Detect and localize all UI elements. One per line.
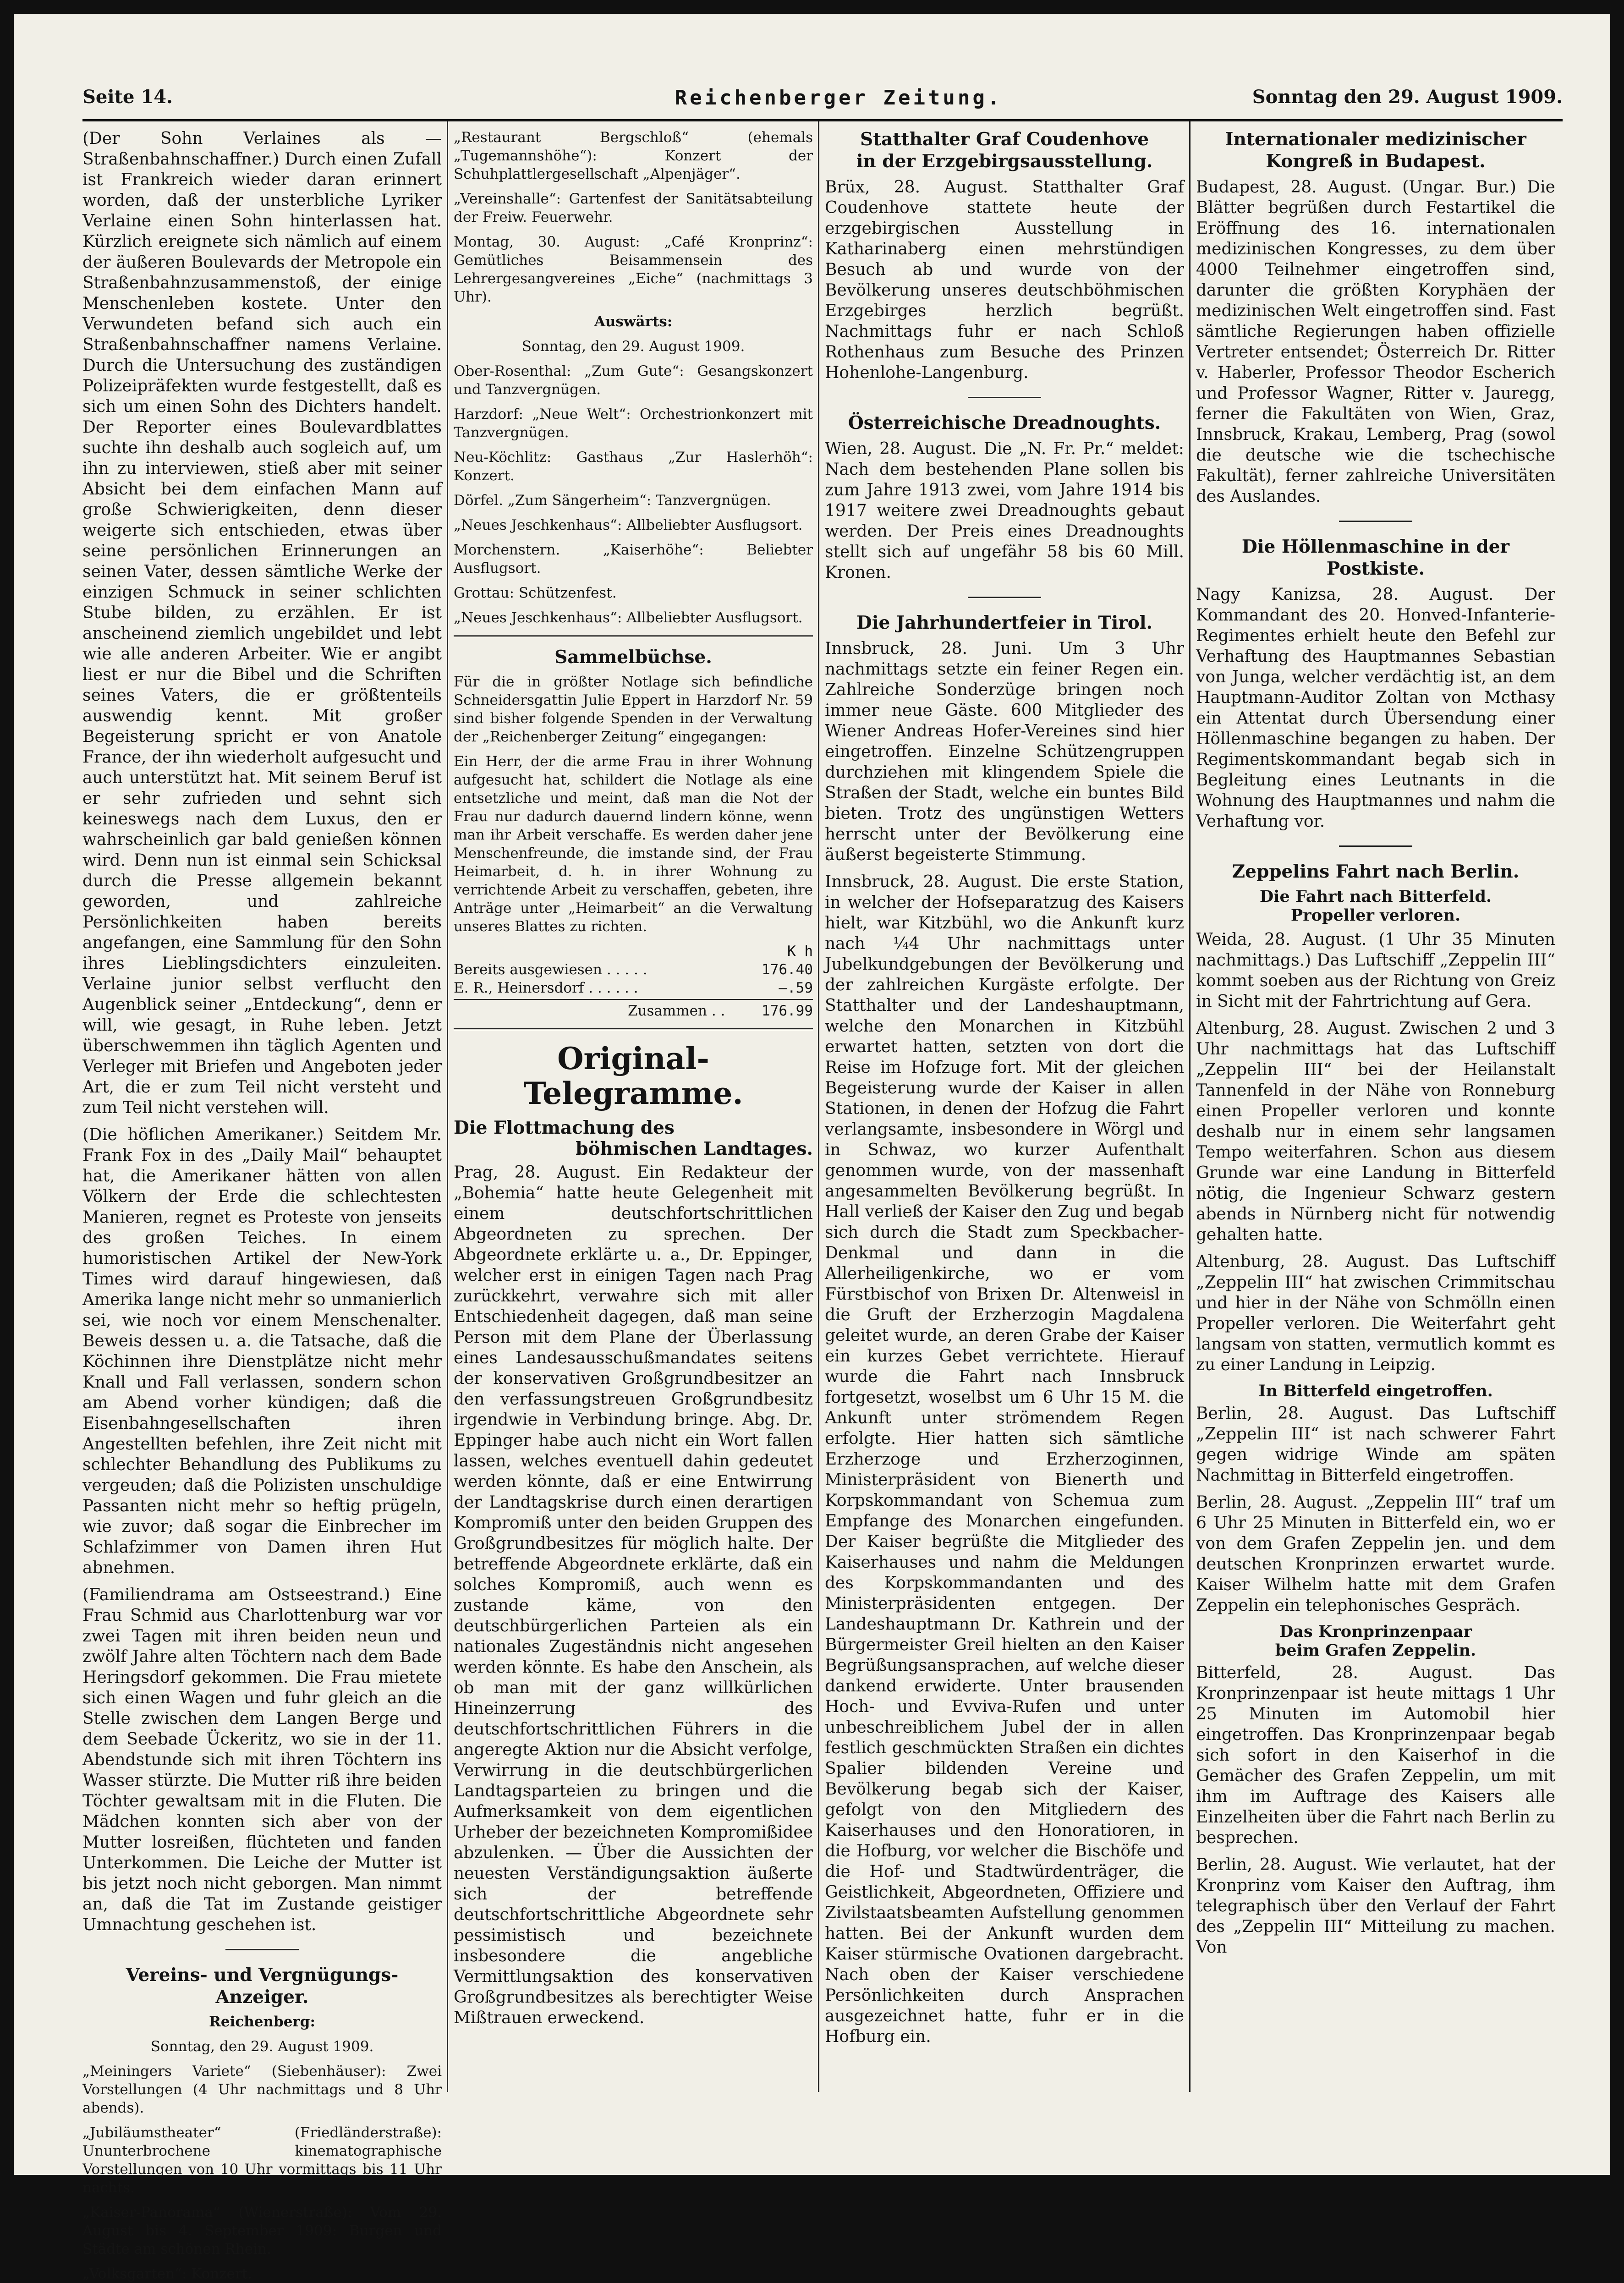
article-subtitle: beim Grafen Zeppelin. bbox=[1275, 1641, 1476, 1660]
section-title-sammelbuechse: Sammelbüchse. bbox=[554, 647, 712, 668]
ledger-value: 176.40 bbox=[762, 961, 813, 978]
vereins-city: Reichenberg: bbox=[209, 2014, 315, 2030]
article-kongress: Budapest, 28. August. (Ungar. Bur.) Die Blätter begrüßen durch Festartikel die Eröffnung des 16. internationalen medizinischen Kongresses, zu dem über 4000 Teilnehmer eingetroffen sind, darunter die größten Koryphäen der medizinischen Welt eingetroffen sind. Fast sämtliche Regierungen haben offizielle Vertreter entsendet; Österreich Dr. Ritter v. Haberler, Professor Theodor Escherich und Professor Wagner, Ritter v. Jauregg, ferner die Fakultäten von Wien, Graz, Innsbruck, Krakau, Lemberg, Prag (sowol die deutsche wie die tschechische Fakultät), ferner zahlreiche Universitäten des Auslandes. bbox=[1196, 178, 1555, 506]
section-rule bbox=[225, 1949, 299, 1950]
page-header bbox=[82, 78, 1563, 124]
article-subtitle: Die Fahrt nach Bitterfeld. bbox=[1259, 887, 1492, 906]
article-title: Kongreß in Budapest. bbox=[1266, 151, 1486, 172]
section-rule bbox=[454, 1028, 813, 1030]
auswaerts-date: Sonntag, den 29. August 1909. bbox=[521, 338, 745, 355]
article-kronprinz-berlin: Berlin, 28. August. Wie verlautet, hat der Kronprinz vom Kaiser den Auftrag, ihm telegraphisch über den Verlauf der Fahrt des „Zeppelin III“ Mitteilung zu machen. Von bbox=[1196, 1855, 1555, 1957]
article-title: in der Erzgebirgsausstellung. bbox=[856, 151, 1153, 172]
article-zeppelin-altenburg: Altenburg, 28. August. Zwischen 2 und 3 Uhr nachmittags hat das Luftschiff „Zeppelin III“ bei der Heilanstalt Tannenfeld in der Nähe von Ronneburg einen Propeller verloren und konnte deshalb nur in einem sehr langsamen Tempo weiterfahren. Schon aus diesem Grunde war eine Landung in Bitterfeld nötig, die Ingenieur Schwarz gestern abends in Nürnberg nicht für notwendig gehalten hatte. bbox=[1196, 1019, 1555, 1244]
article-verlaine: (Der Sohn Verlaines als — Straßenbahnschaffner.) Durch einen Zufall ist Frankreich wieder daran erinnert worden, daß der unsterbliche Lyriker Verlaine einen Sohn hinterlassen hat. Kürzlich ereignete sich nämlich auf einem der äußeren Boulevards der Metropole ein Straßenbahnzusammenstoß, der einige Menschenleben kostete. Unter den Verwundeten befand sich auch ein Straßenbahnschaffner namens Verlaine. Durch die Untersuchung des zuständigen Polizeipräfekten wurde festgestellt, daß es sich um einen Sohn des Dichters handelt. Der Reporter eines Boulevardblattes suchte ihn deshalb auch sogleich auf, um ihn zu interviewen, stieß aber mit seiner Absicht bei dem einfachen Mann auf große Schwierigkeiten, denn dieser weigerte sich entschieden, etwas über seine persönlichen Erinnerungen an seinen Vater, dessen sämtliche Werke der einzigen Schmuck in seiner schlichten Stube bilden, zu erzählen. Er ist anscheinend ziemlich ungebildet und lebt wie alle anderen Arbeiter. Wie er angibt liest er nur die Bibel und die Schriften seines Vaters, die er größtenteils auswendig kennt. Mit großer Begeisterung spricht er von Anatole France, der ihn wiederholt aufgesucht und auch unterstützt hat. Mit seinem Beruf ist er sehr zufrieden und sehnt sich keineswegs nach dem Luxus, den er wahrscheinlich gar bald genießen können wird. Denn nun ist einmal sein Schicksal durch die Presse allgemein bekannt geworden, und zahlreiche Persönlichkeiten haben bereits angefangen, eine Sammlung für den Sohn ihres Lieblingsdichters einzuleiten. Verlaine junior selbst verflucht den Augenblick seiner „Entdeckung“, denn er will, wie gesagt, in Ruhe leben. Jetzt überschwemmen ihn täglich Agenten und Verleger mit Briefen und Angeboten jeder Art, die er zum Teil nicht versteht und zum Teil nicht verstehen will. bbox=[82, 129, 442, 1117]
event-listing: Harzdorf: „Neue Welt“: Orchestrionkonzert mit Tanzvergnügen. bbox=[454, 406, 813, 441]
article-subtitle: Propeller verloren. bbox=[1290, 906, 1461, 925]
event-listing: Ober-Rosenthal: „Zum Gute“: Gesangskonzert und Tanzvergnügen. bbox=[454, 363, 813, 398]
section-title-telegramme: Original-Telegramme. bbox=[523, 1041, 743, 1111]
article-subtitle: In Bitterfeld eingetroffen. bbox=[1258, 1382, 1493, 1400]
article-jahrhundertfeier: Innsbruck, 28. Juni. Um 3 Uhr nachmittags setzte ein feiner Regen ein. Zahlreiche Sonderzüge bringen noch immer neue Gäste. 600 Mitglieder des Wiener Andreas Hofer-Vereines sind hier eingetroffen. Einzelne Schützengruppen durchziehen mit klingendem Spiele die Straßen der Stadt, welche ein buntes Bild bieten. Trotz des ungünstigen Wetters herrscht unter der Bevölkerung eine äußerst begeisterte Stimmung. bbox=[825, 639, 1184, 864]
donation-ledger bbox=[454, 942, 813, 1020]
column-2 bbox=[454, 128, 813, 2145]
masthead: Reichenberger Zeitung. bbox=[675, 86, 1003, 110]
issue-date: Sonntag den 29. August 1909. bbox=[1252, 86, 1563, 108]
section-rule bbox=[1339, 845, 1412, 847]
event-listing: „Neues Jeschkenhaus“: Allbeliebter Ausflugsort. bbox=[454, 517, 803, 533]
article-kronprinzenpaar: Bitterfeld, 28. August. Das Kronprinzenpaar ist heute mittags 1 Uhr 25 Minuten im Automobil hier eingetroffen. Das Kronprinzenpaar begab sich sofort in den Kaiserhof in die Gemächer des Grafen Zeppelin, um mit ihm im Auftrage des Kaisers alle Einzelheiten über die Fahrt nach Berlin zu besprechen. bbox=[1196, 1663, 1555, 1847]
section-rule bbox=[1339, 521, 1412, 522]
event-listing: Grottau: Schützenfest. bbox=[454, 585, 617, 601]
event-listing: „Volksgarten“: Konzert. bbox=[82, 2266, 252, 2282]
ledger-label: Bereits ausgewiesen . . . . . bbox=[454, 961, 647, 978]
article-title: Statthalter Graf Coudenhove bbox=[860, 129, 1149, 150]
event-listing: Dörfel. „Zum Sängerheim“: Tanzvergnügen. bbox=[454, 492, 771, 509]
ledger-total-value: 176.99 bbox=[762, 1003, 813, 1019]
vereins-date: Sonntag, den 29. August 1909. bbox=[150, 2038, 374, 2055]
article-title: Die Flottmachung des bbox=[454, 1117, 675, 1138]
column-divider bbox=[447, 121, 448, 2092]
article-title: Österreichische Dreadnoughts. bbox=[848, 412, 1161, 434]
article-kaiser-innsbruck: Innsbruck, 28. August. Die erste Station, in welcher der Hofseparatzug des Kaisers hielt, war Kitzbühl, wo die Ankunft kurz nach ¼4 Uhr nachmittags unter Jubelkundgebungen der Bevölkerung und der zahlreichen Kurgäste erfolgte. Der Statthalter und der Landeshauptmann, welche den Monarchen in Kitzbühl erwartet hatten, setzten von dort die Reise im Hofzuge fort. Mit der gleichen Begeisterung wurde der Kaiser in allen Stationen, in denen der Hofzug die Fahrt verlangsamte, insbesondere in Wörgl und in Schwaz, wo kurzer Aufenthalt genommen wurde, von der massenhaft angesammelten Bevölkerung begrüßt. In Hall verließ der Kaiser den Zug und begab sich durch die Stadt zum Speckbacher-Denkmal und dann in die Allerheiligenkirche, wo er vom Fürstbischof von Brixen Dr. Altenweisl in die Gruft der Erzherzogin Magdalena geleitet wurde, an deren Grabe der Kaiser ein kurzes Gebet verrichtete. Hierauf wurde die Fahrt nach Innsbruck fortgesetzt, woselbst um 6 Uhr 15 M. die Ankunft unter strömendem Regen erfolgte. Hier hatten sich sämtliche Erzherzoge und Erzherzoginnen, Ministerpräsident von Bienerth und Korpskommandant von Schemua zum Empfange des Monarchen eingefunden. Der Kaiser begrüßte die Mitglieder des Kaiserhauses und nahm die Meldungen des Korpskommandanten und des Ministerpräsidenten entgegen. Der Landeshauptmann Dr. Kathrein und der Bürgermeister Greil hielten an den Kaiser Begrüßungsansprachen, auf welche dieser dankend erwiderte. Unter brausenden Hoch- und Evviva-Rufen und unter unbeschreiblichem Jubel der in allen festlich geschmückten Straßen ein dichtes Spalier bildenden Vereine und Bevölkerung begab sich der Kaiser, gefolgt von den Mitgliedern des Kaiserhauses und den Honoratioren, in die Hofburg, vor welcher die Bischöfe und die Hof- und Stadtwürdenträger, die Geistlichkeit, Abgeordneten, Offiziere und Zivilstaatsbeamten Aufstellung genommen hatten. Bei der Ankunft wurden dem Kaiser stürmische Ovationen dargebracht. Nach oben der Kaiser verschiedene Persönlichkeiten durch Ansprachen ausgezeichnet hatte, fuhr er in die Hofburg ein. bbox=[825, 873, 1184, 2046]
article-coudenhove: Brüx, 28. August. Statthalter Graf Coudenhove stattete heute der erzgebirgischen Ausstellung in Katharinaberg einen mehrstündigen Besuch ab und wurde von der Bevölkerung unseres deutschböhmischen Erzgebirges herzlich begrüßt. Nachmittags fuhr er nach Schloß Rothenhaus zum Besuche des Prinzen Hohenlohe-Langenburg. bbox=[825, 178, 1184, 382]
article-subtitle: Das Kronprinzenpaar bbox=[1279, 1622, 1472, 1641]
column-3 bbox=[825, 128, 1184, 2145]
header-rule bbox=[82, 119, 1563, 121]
article-familiendrama: (Familiendrama am Ostseestrand.) Eine Frau Schmid aus Charlottenburg war vor zwei Tagen mit ihren beiden neun und zwölf Jahre alten Töchtern nach dem Bade Heringsdorf gekommen. Die Frau mietete sich einen Wagen und fuhr gleich an die Stelle zwischen dem Langen Berge und dem Seebade Ückeritz, wo sie in der 11. Abendstunde sich mit ihren Töchtern ins Wasser stürzte. Die Mutter riß ihre beiden Töchter gewaltsam mit in die Fluten. Die Mädchen konnten sich aber von der Mutter losreißen, flüchteten und fanden Unterkommen. Die Leiche der Mutter ist bis jetzt noch nicht geborgen. Man nimmt an, daß die Tat im Zustande geistiger Umnachtung geschehen ist. bbox=[82, 1586, 442, 1934]
event-listing: „Meiningers Variete“ (Siebenhäuser): Zwei Vorstellungen (4 Uhr nachmittags und 8 Uhr abends). bbox=[82, 2063, 442, 2116]
auswaerts-heading: Auswärts: bbox=[594, 313, 673, 330]
article-zeppelin-altenburg-2: Altenburg, 28. August. Das Luftschiff „Zeppelin III“ hat zwischen Crimmitschau und hier in der Nähe von Schmölln einen Propeller verloren. Die Weiterfahrt geht langsam von statten, vermutlich kommt es zu einer Landung in Leipzig. bbox=[1196, 1252, 1555, 1374]
event-listing: „Restaurant Bergschloß“ (ehemals „Tugemannshöhe“): Konzert der Schuhplattlergesellschaft „Alpenjäger“. bbox=[454, 129, 813, 182]
article-title: Internationaler medizinischer bbox=[1225, 129, 1526, 150]
article-title: Die Höllenmaschine in der Postkiste. bbox=[1241, 536, 1510, 579]
article-zeppelin-berlin: Berlin, 28. August. Das Luftschiff „Zeppelin III“ ist nach schwerer Fahrt gegen widrige Winde am späten Nachmittag in Bitterfeld eingetroffen. bbox=[1196, 1404, 1555, 1485]
column-divider bbox=[818, 121, 819, 2092]
article-zeppelin-berlin-2: Berlin, 28. August. „Zeppelin III“ traf um 6 Uhr 25 Minuten in Bitterfeld ein, wo er von dem Grafen Zeppelin jen. und dem deutschen Kronprinzen erwartet wurde. Kaiser Wilhelm hatte mit dem Grafen Zeppelin ein telephonisches Gespräch. bbox=[1196, 1493, 1555, 1615]
event-listing: „Neues Jeschkenhaus“: Allbeliebter Ausflugsort. bbox=[454, 609, 803, 626]
event-listing: Morchenstern. „Kaiserhöhe“: Beliebter Ausflugsort. bbox=[454, 542, 813, 576]
column-1 bbox=[82, 128, 442, 2282]
article-title: böhmischen Landtages. bbox=[576, 1138, 813, 1159]
sammel-appeal: Ein Herr, der die arme Frau in ihrer Wohnung aufgesucht hat, schildert die Notlage als eine entsetzliche und meint, daß man die Not der Frau nur dadurch dauernd lindern könne, wenn man ihr Arbeit verschaffe. Es werden daher jene Menschenfreunde, die imstande sind, der Frau Heimarbeit, d. h. in ihrer Wohnung zu verrichtende Arbeit zu verschaffen, gebeten, ihre Anträge unter „Heimarbeit“ an die Verwaltung unseres Blattes zu richten. bbox=[454, 753, 813, 935]
article-dreadnoughts: Wien, 28. August. Die „N. Fr. Pr.“ meldet: Nach dem bestehenden Plane sollen bis zum Jahre 1913 zwei, vom Jahre 1914 bis 1917 weitere zwei Dreadnoughts gebaut werden. Der Preis eines Dreadnoughts stellt sich auf ungefähr 58 bis 60 Mill. Kronen. bbox=[825, 439, 1184, 582]
event-listing: Montag, 30. August: „Café Kronprinz“: Gemütliches Beisammensein des Lehrergesangvereines „Eiche“ (nachmittags 3 Uhr). bbox=[454, 234, 813, 305]
ledger-value: —.59 bbox=[779, 980, 813, 996]
event-listing: „Vereinshalle“: Gartenfest der Sanitätsabteilung der Freiw. Feuerwehr. bbox=[454, 191, 813, 225]
newspaper-page bbox=[14, 14, 1610, 2282]
event-listing: „Kaiser-Panorama“ (Wienerstraße): Vom 29. August bis 4. September 1909: Burgen und Städte am schönen Rhein. bbox=[82, 2204, 442, 2257]
article-title: Die Jahrhundertfeier in Tirol. bbox=[856, 612, 1153, 633]
section-rule bbox=[968, 397, 1041, 398]
section-title-vereins: Vereins- und Vergnügungs-Anzeiger. bbox=[126, 1965, 399, 2008]
column-divider bbox=[1189, 121, 1191, 2092]
event-listing: Neu-Köchlitz: Gasthaus „Zur Haslerhöh“: Konzert. bbox=[454, 449, 813, 484]
section-rule bbox=[968, 597, 1041, 598]
page-number: Seite 14. bbox=[82, 86, 173, 108]
article-hoellenmaschine: Nagy Kanizsa, 28. August. Der Kommandant des 20. Honved-Infanterie-Regimentes erhielt heute den Befehl zur Verhaftung des Hauptmannes Sebastian von Junga, welcher verdächtig ist, an dem Hauptmann-Auditor Zoltan von Mcthasy ein Attentat durch Übersendung einer Höllenmaschine begangen zu haben. Der Regimentskommandant begab sich in Begleitung eines Leutnants in die Wohnung des Hauptmannes und nahm die Verhaftung vor. bbox=[1196, 585, 1555, 831]
section-rule bbox=[454, 635, 813, 637]
event-listing: „Jubiläumstheater“ (Friedländerstraße): Ununterbrochene kinematographische Vorstellungen von 10 Uhr vormittags bis 11 Uhr nachts. bbox=[82, 2124, 442, 2196]
column-4 bbox=[1196, 128, 1555, 2145]
ledger-label: E. R., Heinersdorf . . . . . . bbox=[454, 980, 638, 996]
ledger-currency-header: K h bbox=[787, 943, 813, 960]
article-zeppelin-weida: Weida, 28. August. (1 Uhr 35 Minuten nachmittags.) Das Luftschiff „Zeppelin III“ kommt soeben aus der Richtung von Greiz in Sicht mit der Fahrtrichtung auf Gera. bbox=[1196, 930, 1555, 1011]
article-amerikaner: (Die höflichen Amerikaner.) Seitdem Mr. Frank Fox in des „Daily Mail“ behauptet hat, die Amerikaner hätten von allen Völkern der Erde die schlechtesten Manieren, regnet es Proteste von jenseits des großen Teiches. In einem humoristischen Artikel der New-York Times wird darauf hingewiesen, daß Amerika lange nicht mehr so unmanierlich sei, wie noch vor einem Menschenalter. Beweis dessen u. a. die Tatsache, daß die Köchinnen ihre Dienstplätze nicht mehr Knall und Fall verlassen, sondern schon am Abend vorher kündigen; daß die Eisenbahngesellschaften ihren Angestellten befehlen, ihre Zeit nicht mit schlechter Behandlung des Publikums zu vergeuden; daß die Polizisten unschuldige Passanten nicht mehr so heftig prügeln, wie zuvor; daß sogar die Einbrecher im Schlafzimmer von Damen ihren Hut abnehmen. bbox=[82, 1125, 442, 1577]
article-landtag: Prag, 28. August. Ein Redakteur der „Bohemia“ hatte heute Gelegenheit mit einem deutschfortschrittlichen Abgeordneten zu sprechen. Der Abgeordnete erklärte u. a., Dr. Eppinger, welcher erst in einigen Tagen nach Prag zurückkehrt, verwahre sich mit aller Entschiedenheit dagegen, daß man seine Person mit dem Plane der Überlassung eines Landesausschußmandates seitens der konservativen Großgrundbesitzer an den verfassungstreuen Großgrundbesitz irgendwie in Verbindung bringe. Abg. Dr. Eppinger habe auch nicht ein Wort fallen lassen, welches eventuell dahin gedeutet werden könnte, daß er eine Entwirrung der Landtagskrise durch einen derartigen Kompromiß unter den beiden Gruppen des Großgrundbesitzes für möglich halte. Der betreffende Abgeordnete erklärte, daß ein solches Kompromiß, auch wenn es zustande käme, von den deutschbürgerlichen Parteien als ein nationales Zugeständnis nicht angesehen werden könnte. Es habe den Anschein, als ob man mit der ganz willkürlichen Hineinzerrung des deutschfortschrittlichen Führers in die angeregte Aktion nur die Absicht verfolge, Verwirrung in die deutschbürgerlichen Landtagsparteien zu bringen und die Aufmerksamkeit von dem eigentlichen Urheber der bezeichneten Kompromißidee abzulenken. — Über die Aussichten der neuesten Verständigungsaktion äußerte sich der betreffende deutschfortschrittliche Abgeordnete sehr pessimistisch und bezeichnete insbesondere die angebliche Vermittlungsaktion des konservativen Großgrundbesitzes als berechtigter Weise Mißtrauen erweckend. bbox=[454, 1163, 813, 2027]
sammel-intro: Für die in größter Notlage sich befindliche Schneidersgattin Julie Eppert in Harzdorf Nr. 59 sind bisher folgende Spenden in der Verwaltung der „Reichenberger Zeitung“ eingegangen: bbox=[454, 674, 813, 745]
article-title: Zeppelins Fahrt nach Berlin. bbox=[1232, 861, 1520, 882]
ledger-total-label: Zusammen . . bbox=[628, 1003, 725, 1019]
